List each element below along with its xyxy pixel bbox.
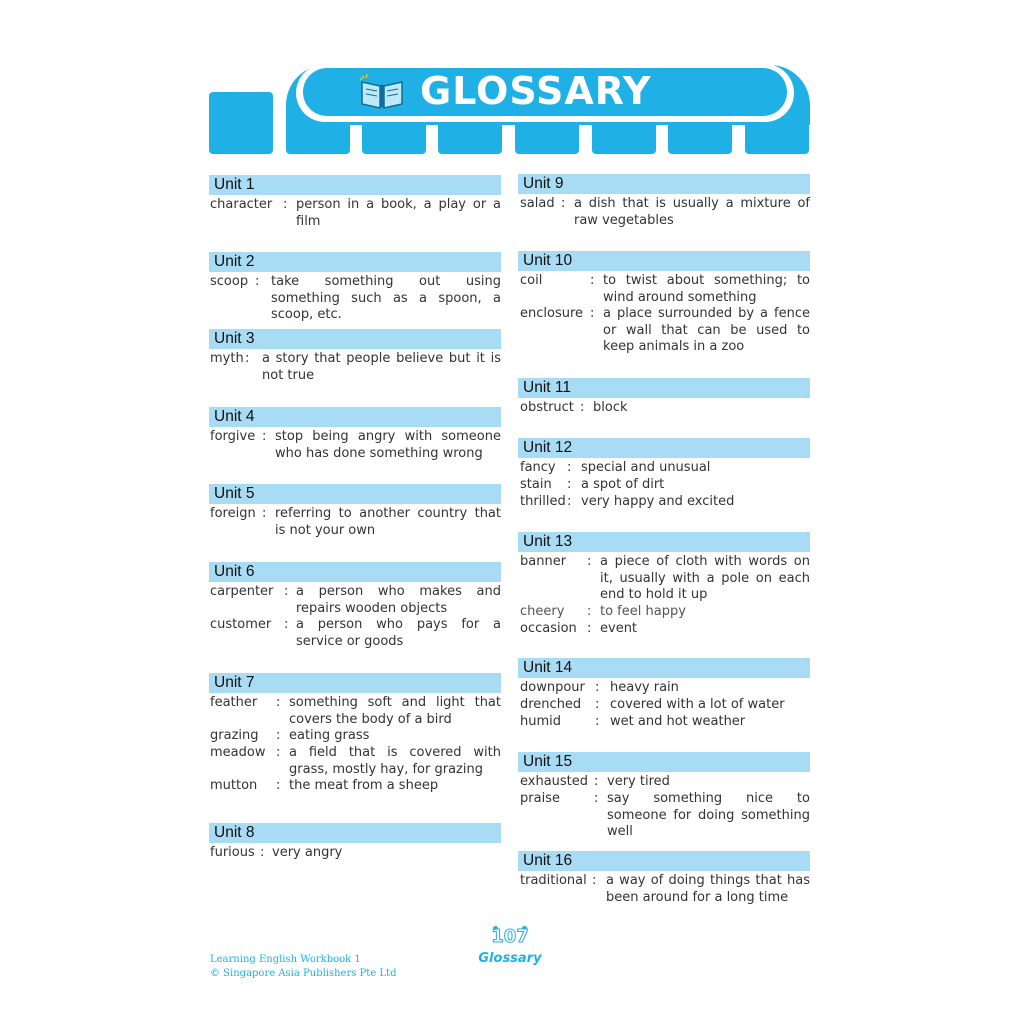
glossary-term: salad (520, 196, 555, 211)
glossary-term: grazing (210, 728, 259, 743)
header-block (668, 118, 732, 154)
glossary-definition: a story that people believe but it is not true (262, 351, 501, 383)
glossary-term: praise (520, 791, 560, 806)
term-separator: : (276, 778, 281, 793)
glossary-definition: to twist about something; to wind around something (603, 273, 810, 305)
glossary-definition: a field that is covered with grass, mostly hay, for grazing (289, 745, 501, 777)
term-separator: : (276, 695, 281, 710)
term-separator: : (595, 714, 600, 729)
glossary-definition: block (593, 400, 628, 415)
term-separator: : (587, 554, 592, 569)
glossary-term: obstruct (520, 400, 574, 415)
glossary-definition: the meat from a sheep (289, 778, 439, 793)
unit-heading: Unit 13 (518, 532, 810, 552)
glossary-term: feather (210, 695, 258, 710)
glossary-term: drenched (520, 697, 582, 712)
unit-heading: Unit 8 (209, 823, 501, 843)
term-separator: : (587, 604, 592, 619)
glossary-definition: eating grass (289, 728, 370, 743)
page-title: GLOSSARY (420, 69, 652, 113)
glossary-definition: covered with a lot of water (610, 697, 785, 712)
unit-heading: Unit 4 (209, 407, 501, 427)
term-separator: : (260, 845, 265, 860)
term-separator: : (567, 477, 572, 492)
unit-heading: Unit 16 (518, 851, 810, 871)
copyright: © Singapore Asia Publishers Pte Ltd (210, 968, 397, 979)
term-separator: : (284, 584, 289, 599)
unit-heading: Unit 3 (209, 329, 501, 349)
term-separator: : (594, 774, 599, 789)
term-separator: : (255, 274, 260, 289)
header-block (515, 118, 579, 154)
term-separator: : (276, 728, 281, 743)
header-block (592, 118, 656, 154)
glossary-definition: something soft and light that covers the body of a bird (289, 695, 501, 727)
glossary-term: enclosure (520, 306, 584, 321)
term-separator: : (567, 494, 572, 509)
glossary-definition: very happy and excited (581, 494, 735, 509)
glossary-term: stain (520, 477, 552, 492)
book-title: Learning English Workbook 1 (210, 954, 361, 965)
glossary-term: thrilled (520, 494, 566, 509)
glossary-term: forgive (210, 429, 256, 444)
glossary-definition: a person who makes and repairs wooden objects (296, 584, 501, 616)
glossary-term: mutton (210, 778, 258, 793)
term-separator: : (284, 617, 289, 632)
glossary-term: occasion (520, 621, 577, 636)
unit-heading: Unit 10 (518, 251, 810, 271)
unit-heading: Unit 15 (518, 752, 810, 772)
header-block (438, 118, 502, 154)
unit-heading: Unit 7 (209, 673, 501, 693)
glossary-definition: referring to another country that is not your own (275, 506, 501, 538)
glossary-definition: very angry (272, 845, 343, 860)
glossary-term: meadow (210, 745, 266, 760)
term-separator: : (580, 400, 585, 415)
term-separator: : (590, 306, 595, 321)
glossary-definition: wet and hot weather (610, 714, 746, 729)
unit-heading: Unit 2 (209, 252, 501, 272)
page-number: 107 (491, 926, 529, 947)
term-separator: : (561, 196, 566, 211)
glossary-term: cheery (520, 604, 565, 619)
unit-heading: Unit 14 (518, 658, 810, 678)
unit-heading: Unit 6 (209, 562, 501, 582)
term-separator: : (590, 273, 595, 288)
unit-heading: Unit 9 (518, 174, 810, 194)
glossary-term: coil (520, 273, 543, 288)
glossary-term: scoop (210, 274, 249, 289)
glossary-term: furious (210, 845, 255, 860)
term-separator: : (262, 506, 267, 521)
unit-heading: Unit 5 (209, 484, 501, 504)
glossary-definition: special and unusual (581, 460, 711, 475)
glossary-term: humid (520, 714, 562, 729)
term-separator: : (592, 873, 597, 888)
glossary-term: traditional (520, 873, 587, 888)
glossary-term: downpour (520, 680, 585, 695)
glossary-definition: person in a book, a play or a film (296, 197, 501, 229)
glossary-term: exhausted (520, 774, 589, 789)
open-book-icon (358, 74, 406, 112)
page-label: Glossary (478, 951, 542, 966)
glossary-definition: heavy rain (610, 680, 679, 695)
glossary-definition: take something out using something such as a spoon, a scoop, etc. (271, 274, 501, 322)
glossary-definition: stop being angry with someone who has done something wrong (275, 429, 501, 461)
glossary-term: myth (210, 351, 244, 366)
glossary-definition: a person who pays for a service or goods (296, 617, 501, 649)
term-separator: : (594, 791, 599, 806)
glossary-term: carpenter (210, 584, 274, 599)
term-separator: : (276, 745, 281, 760)
glossary-term: foreign (210, 506, 256, 521)
header-block (286, 118, 350, 154)
glossary-definition: a place surrounded by a fence or wall that can be used to keep animals in a zoo (603, 306, 810, 354)
term-separator: : (595, 680, 600, 695)
glossary-definition: a piece of cloth with words on it, usually with a pole on each end to hold it up (600, 554, 810, 602)
glossary-definition: a dish that is usually a mixture of raw vegetables (574, 196, 810, 228)
glossary-term: fancy (520, 460, 556, 475)
glossary-term: character (210, 197, 273, 212)
glossary-definition: event (600, 621, 638, 636)
unit-heading: Unit 11 (518, 378, 810, 398)
term-separator: : (262, 429, 267, 444)
glossary-definition: a way of doing things that has been around for a long time (606, 873, 810, 905)
term-separator: : (567, 460, 572, 475)
glossary-definition: to feel happy (600, 604, 686, 619)
unit-heading: Unit 12 (518, 438, 810, 458)
glossary-definition: say something nice to someone for doing something well (607, 791, 810, 839)
header-block (362, 118, 426, 154)
term-separator: : (595, 697, 600, 712)
term-separator: : (245, 351, 250, 366)
glossary-definition: a spot of dirt (581, 477, 665, 492)
glossary-definition: very tired (607, 774, 670, 789)
header-block (209, 92, 273, 154)
unit-heading: Unit 1 (209, 175, 501, 195)
term-separator: : (587, 621, 592, 636)
term-separator: : (283, 197, 288, 212)
glossary-term: banner (520, 554, 567, 569)
glossary-term: customer (210, 617, 272, 632)
